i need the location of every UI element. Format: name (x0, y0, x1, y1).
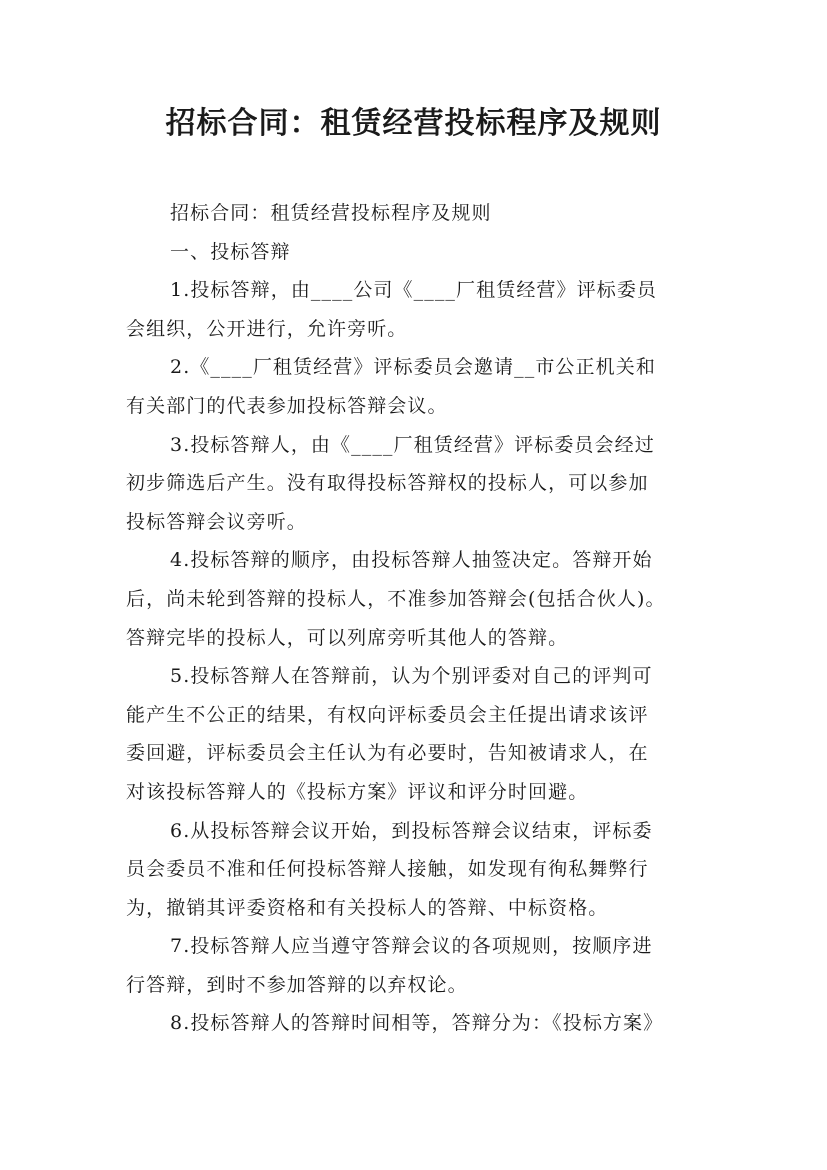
document-title: 招标合同：租赁经营投标程序及规则 (165, 106, 662, 141)
paragraph-line: 能产生不公正的结果，有权向评标委员会主任提出请求该评 (126, 703, 649, 726)
paragraph-line: 5.投标答辩人在答辩前，认为个别评委对自己的评判可 (170, 665, 653, 688)
paragraph-line: 答辩完毕的投标人，可以列席旁听其他人的答辩。 (126, 626, 569, 649)
paragraph-line: 1.投标答辩，由____公司《____厂租赁经营》评标委员 (170, 279, 658, 302)
paragraph-line: 初步筛选后产生。没有取得投标答辩权的投标人，可以参加 (126, 472, 649, 495)
paragraph-line: 后，尚未轮到答辩的投标人，不准参加答辩会(包括合伙人)。 (126, 587, 666, 610)
document-body (126, 194, 716, 1043)
paragraph-line: 8.投标答辩人的答辩时间相等，答辩分为：《投标方案》 (170, 1012, 664, 1035)
paragraph-line: 有关部门的代表参加投标答辩会议。 (126, 394, 448, 417)
body-line-subtitle: 招标合同：租赁经营投标程序及规则 (170, 202, 492, 224)
paragraph-line: 7.投标答辩人应当遵守答辩会议的各项规则，按顺序进 (170, 935, 653, 958)
paragraph-line: 为，撤销其评委资格和有关投标人的答辩、中标资格。 (126, 896, 609, 919)
paragraph-line: 会组织，公开进行，允许旁听。 (126, 317, 408, 340)
paragraph-line: 员会委员不准和任何投标答辩人接触，如发现有徇私舞弊行 (126, 858, 649, 881)
paragraph-line: 投标答辩会议旁听。 (126, 510, 307, 533)
paragraph-line: 对该投标答辩人的《投标方案》评议和评分时回避。 (126, 780, 589, 803)
paragraph-line: 行答辩，到时不参加答辩的以弃权论。 (126, 973, 468, 996)
paragraph-line: 3.投标答辩人，由《____厂租赁经营》评标委员会经过 (170, 433, 655, 456)
paragraph-line: 2.《____厂租赁经营》评标委员会邀请__市公正机关和 (170, 356, 656, 379)
paragraph-line: 6.从投标答辩会议开始，到投标答辩会议结束，评标委 (170, 819, 653, 842)
section-heading: 一、投标答辩 (170, 240, 291, 263)
paragraph-line: 4.投标答辩的顺序，由投标答辩人抽签决定。答辩开始 (170, 549, 653, 572)
paragraph-line: 委回避，评标委员会主任认为有必要时，告知被请求人，在 (126, 742, 649, 765)
